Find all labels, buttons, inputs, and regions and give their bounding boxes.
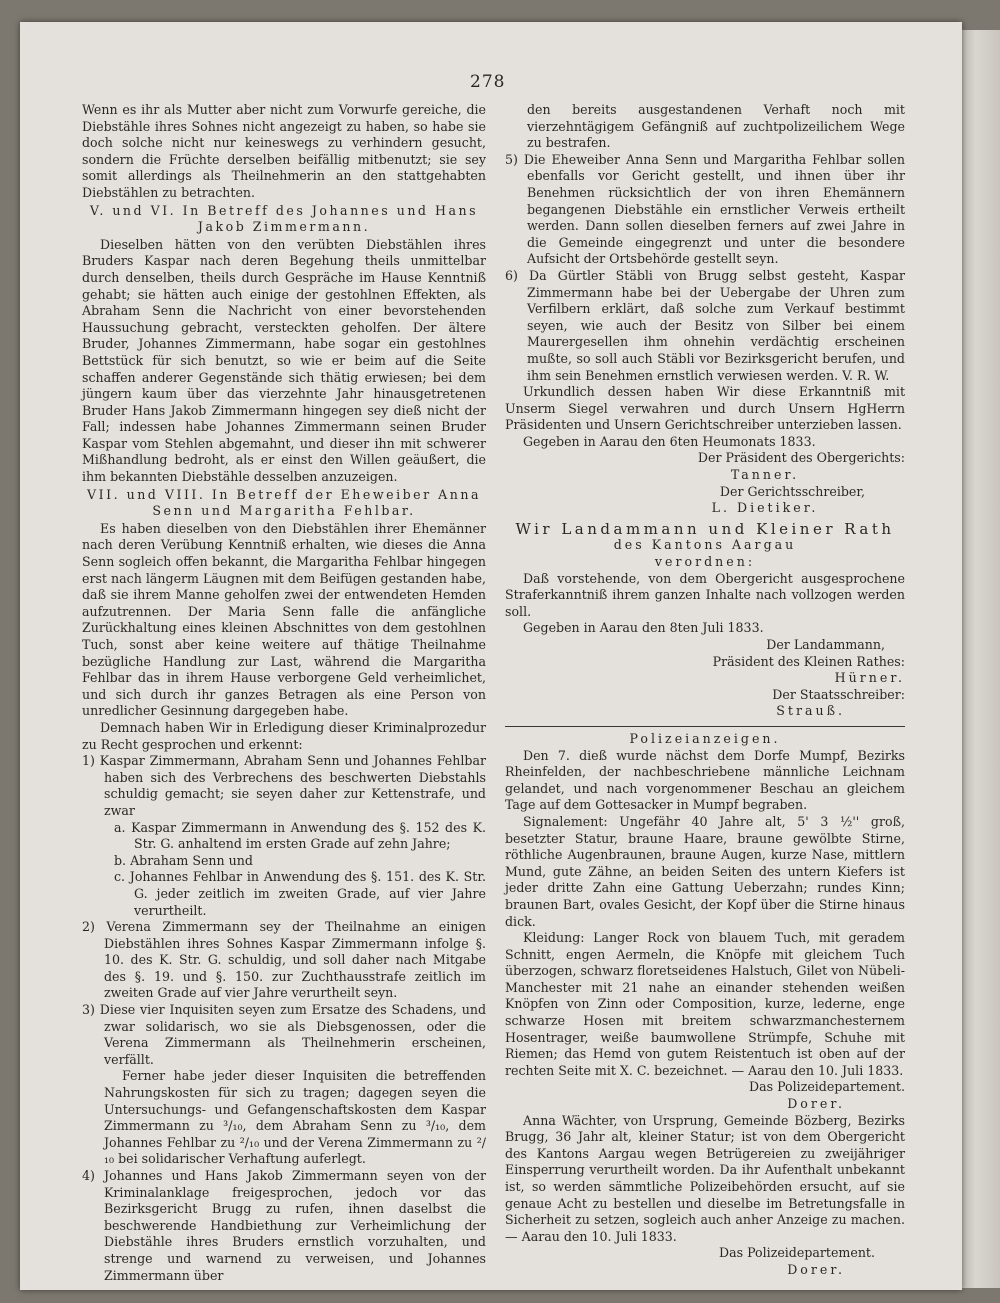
section-heading: VII. und VIII. In Betreff der Eheweiber Anna Senn und Margaritha Fehlbar. bbox=[87, 486, 481, 519]
verdict-item: 4) Johannes und Hans Jakob Zimmermann seyen von der Kriminalanklage freigesprochen, jedoch vor das Bezirksgericht Brugg zu rufen, ihnen daselbst die beschwerende Handbiethung zur Verheimlichung der Diebstähle ihres Bruders ernstlich vorzuhalten, und strenge und warnend zu verweisen, und Johannes Zimmermann über bbox=[82, 1168, 486, 1283]
left-column bbox=[82, 102, 486, 1284]
signature-title: Präsident des Kleinen Rathes: bbox=[712, 653, 905, 669]
signature-title: Der Landammann, bbox=[766, 637, 885, 652]
verdict-item: 2) Verena Zimmermann sey der Theilnahme an einigen Diebstählen ihres Sohnes Kaspar Zimmermann infolge §. 10. des K. Str. G. schuldig, und soll daher nach Mitgabe des §. 19. und §. 150. zur Zuchthausstrafe zeitlich im zweiten Grade auf vier Jahre verurtheilt seyn. bbox=[82, 919, 486, 1001]
verdict-subitem: a. Kaspar Zimmermann in Anwendung des §. 152 des K. Str. G. anhaltend im ersten Grade auf zehn Jahre; bbox=[114, 819, 486, 852]
section-heading: Polizeianzeigen. bbox=[629, 730, 781, 746]
verdict-subitem: b. Abraham Senn und bbox=[114, 852, 253, 868]
paragraph: Wenn es ihr als Mutter aber nicht zum Vorwurfe gereiche, die Diebstähle ihres Sohnes nicht angezeigt zu haben, so habe sie doch solche nicht nur keineswegs zu verhindern gesucht, sondern die Früchte derselben beifällig mitbenutzt; sie sey somit allerdings als Theilnehmerin an den stattgehabten Diebstählen zu betrachten. bbox=[82, 102, 486, 200]
verdict-item: 5) Die Eheweiber Anna Senn und Margaritha Fehlbar sollen ebenfalls vor Gericht gestellt, und ihnen über ihr Benehmen rücksichtlich der von ihren Ehemännern begangenen Diebstähle ein ernstlicher Verweis ertheilt werden. Dann sollen dieselben ferners auf zwei Jahre in die Gemeinde eingegrenzt und unter die besondere Aufsicht der Ortsbehörde gestellt seyn. bbox=[505, 151, 905, 267]
paragraph: Dieselben hätten von den verübten Diebstählen ihres Bruders Kaspar nach deren Begehung theils unmittelbar durch denselben, theils durch Gespräche im Hause Kenntniß gehabt; sie hätten auch einige der gestohlnen Effekten, als Abraham Senn die Nachricht von einer bevorstehenden Haussuchung gebracht, versteckten geholfen. Der ältere Bruder, Johannes Zimmermann, habe sogar ein gestohlnes Bettstück für sich benutzt, so wie er beim auf die Seite schaffen anderer Gegenstände sich thätig erwiesen; bei dem jüngern kaum über das vierzehnte Jahr hinausgetretenen Bruder Hans Jakob Zimmermann hingegen sey dieß nicht der Fall; indessen habe Johannes Zimmermann seinen Bruder Kaspar vom Stehlen abgemahnt, und dieser ihn mit schwerer Mißhandlung bedroht, als er einst den Willen geäußert, die ihm bekannten Diebstähle desselben anzuzeigen. bbox=[82, 236, 486, 485]
paragraph: Urkundlich dessen haben Wir diese Erkanntniß mit Unserm Siegel verwahren und durch Unsern HgHerrn Präsidenten und Unsern Gerichtschreiber unterzieben lassen. bbox=[505, 384, 905, 433]
decree-subheading: verordnen: bbox=[654, 554, 756, 570]
paragraph: Kleidung: Langer Rock von blauem Tuch, mit geradem Schnitt, engen Aermeln, die Knöpfe mit gleichem Tuch überzogen, schwarz floretseidenes Halstuch, Gilet von Nübeli-Manchester mit 21 nahe an einander stehenden weißen Knöpfen von Zinn oder Composition, kurze, lederne, enge schwarze Hosen mit breitem schwarzmanchesternem Hosentrager, weiße baumwollene Strümpfe, Schuhe mit Riemen; das Hemd von gutem Reistentuch ist oben auf der rechten Seite mit X. C. bezeichnet. — Aarau den 10. Juli 1833. bbox=[505, 930, 905, 1078]
verdict-intro: Demnach haben Wir in Erledigung dieser Kriminalprozedur zu Recht gesprochen und erkennt: bbox=[82, 719, 486, 752]
signature-name: L. Dietiker. bbox=[711, 500, 819, 516]
right-column bbox=[505, 102, 905, 1279]
verdict-item: 3) Diese vier Inquisiten seyen zum Ersatze des Schadens, und zwar solidarisch, wo sie als Diebsgenossen, oder die Verena Zimmermann als Theilnehmerin erscheinen, verfällt. bbox=[82, 1002, 486, 1067]
signature-name: Dorer. bbox=[787, 1261, 845, 1277]
signature-name: Dorer. bbox=[787, 1096, 845, 1112]
signature-name: Strauß. bbox=[776, 703, 845, 719]
section-heading: V. und VI. In Betreff des Johannes und Hans Jakob Zimmermann. bbox=[89, 202, 479, 235]
page-number: 278 bbox=[470, 72, 506, 92]
decree-heading: Wir Landammann und Kleiner Rath bbox=[515, 519, 895, 538]
paragraph: Anna Wächter, von Ursprung, Gemeinde Bözberg, Bezirks Brugg, 36 Jahr alt, kleiner Statur; ist von dem Obergericht des Kantons Aargau wegen Betrügereien zu zweijähriger Einsperrung verurtheilt worden. Da ihr Aufenthalt unbekannt ist, so werden sämmtliche Polizeibehörden ersucht, auf sie genaue Acht zu bestellen und dieselbe im Betretungsfalle in Sicherheit zu setzen, sogleich auch anher Anzeige zu machen. — Aarau den 10. Juli 1833. bbox=[505, 1112, 905, 1244]
paragraph: Den 7. dieß wurde nächst dem Dorfe Mumpf, Bezirks Rheinfelden, der nachbeschriebene männliche Leichnam gelandet, und nach vorgenommener Beschau an gleichem Tage auf dem Gottesacker in Mumpf begraben. bbox=[505, 747, 905, 813]
signature-name: Hürner. bbox=[834, 670, 905, 686]
signature-title: Der Gerichtsschreiber, bbox=[719, 483, 865, 499]
verdict-item: 6) Da Gürtler Stäbli von Brugg selbst gesteht, Kaspar Zimmermann habe bei der Uebergabe der Uhren zum Verfilbern erklärt, daß solche zum Verkauf bestimmt seyen, wie auch der Besitz von Silber bei einem Maurergesellen ihm ohnehin verdächtig erscheinen mußte, so soll auch Stäbli vor Bezirksgericht berufen, und ihm sein Benehmen ernstlich verwiesen werden. V. R. W. bbox=[505, 267, 905, 383]
signature-title: Das Polizeidepartement. bbox=[749, 1079, 905, 1095]
signature-name: Tanner. bbox=[730, 467, 800, 483]
paragraph: Es haben dieselben von den Diebstählen ihrer Ehemänner nach deren Verübung Kenntniß erhalten, wie dieses die Anna Senn sogleich offen bekannt, die Margaritha Fehlbar hingegen erst nach längerm Läugnen mit dem Beifügen gestanden habe, daß sie ihrem Manne geholfen zwei der entwendeten Hemden aufzutrennen. Der Maria Senn falle die anfängliche Zurückhaltung eines kleinen Abschnittes von dem gestohlnen Tuch, sonst aber keine weitere auf thätige Theilnahme bezügliche Handlung zur Last, während die Margaritha Fehlbar das in ihrem Hause verborgene Geld verheimlichet, und sich durch ihr ganzes Betragen als eine Person von unredlicher Gesinnung dargegeben habe. bbox=[82, 520, 486, 719]
date-line: Gegeben in Aarau den 8ten Juli 1833. bbox=[523, 620, 764, 636]
paragraph: Signalement: Ungefähr 40 Jahre alt, 5' 3 ½'' groß, besetzter Statur, braune Haare, braune gewölbte Stirne, röthliche Augenbraunen, braune Augen, kurze Nase, mittlern Mund, gute Zähne, an beiden Seiten des untern Kiefers ist jeder dritte Zahn eine Gattung Ueberzahn; rundes Kinn; braunen Bart, ovales Gesicht, der Kopf über die Stirne hinaus dick. bbox=[505, 813, 905, 929]
paragraph: den bereits ausgestandenen Verhaft noch mit vierzehntägigem Gefängniß auf zuchtpolizeilichem Wege zu bestrafen. bbox=[527, 102, 905, 151]
verdict-subitem: c. Johannes Fehlbar in Anwendung des §. 151. des K. Str. G. jeder zeitlich im zweiten Grade, auf vier Jahre verurtheilt. bbox=[114, 869, 486, 918]
section-divider bbox=[505, 726, 905, 727]
signature-title: Das Polizeidepartement. bbox=[719, 1245, 875, 1261]
paragraph: Ferner habe jeder dieser Inquisiten die betreffenden Nahrungskosten für sich zu tragen; dagegen seyen die Untersuchungs- und Gefangenschaftskosten dem Kaspar Zimmermann zu ³/₁₀, dem Abraham Senn zu ³/₁₀, dem Johannes Fehlbar zu ²/₁₀ und der Verena Zimmermann zu ²/₁₀ bei solidarischer Verhaftung auferlegt. bbox=[104, 1068, 486, 1167]
next-page-edge bbox=[960, 30, 1000, 1288]
signature-title: Der Präsident des Obergerichts: bbox=[697, 450, 905, 466]
date-line: Gegeben in Aarau den 6ten Heumonats 1833. bbox=[523, 433, 816, 449]
verdict-item: 1) Kaspar Zimmermann, Abraham Senn und Johannes Fehlbar haben sich des Verbrechens des beschwerten Diebstahls schuldig gemacht; sie seyen daher zur Kettenstrafe, und zwar bbox=[82, 753, 486, 818]
signature-title: Der Staatsschreiber: bbox=[772, 686, 905, 702]
paragraph: Daß vorstehende, von dem Obergericht ausgesprochene Straferkanntniß ihrem ganzen Inhalte nach vollzogen werden soll. bbox=[505, 570, 905, 619]
decree-subheading: des Kantons Aargau bbox=[613, 537, 797, 553]
